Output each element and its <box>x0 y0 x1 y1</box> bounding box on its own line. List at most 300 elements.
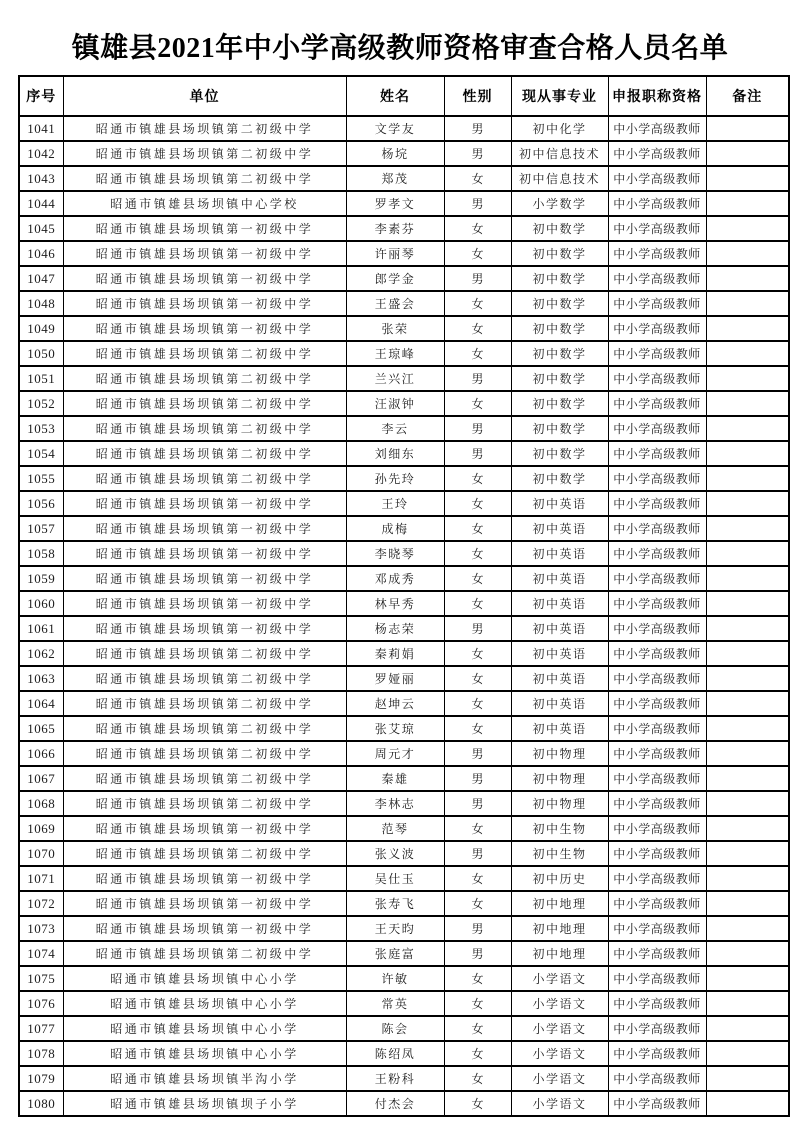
cell-unit: 昭通市镇雄县场坝镇第二初级中学 <box>63 666 346 691</box>
table-row <box>19 766 789 791</box>
cell-remark <box>706 716 789 741</box>
cell-qualification: 中小学高级教师 <box>608 716 706 741</box>
table-row <box>19 516 789 541</box>
cell-gender: 男 <box>444 141 511 166</box>
qualified-personnel-table <box>18 75 790 1117</box>
cell-name: 李素芬 <box>346 216 444 241</box>
cell-qualification: 中小学高级教师 <box>608 741 706 766</box>
cell-name: 杨志荣 <box>346 616 444 641</box>
cell-subject: 初中数学 <box>511 316 608 341</box>
table-row <box>19 216 789 241</box>
cell-serial: 1063 <box>19 666 63 691</box>
cell-unit: 昭通市镇雄县场坝镇第二初级中学 <box>63 716 346 741</box>
cell-unit: 昭通市镇雄县场坝镇第二初级中学 <box>63 941 346 966</box>
cell-unit: 昭通市镇雄县场坝镇第一初级中学 <box>63 266 346 291</box>
cell-unit: 昭通市镇雄县场坝镇半沟小学 <box>63 1066 346 1091</box>
table-row <box>19 116 789 141</box>
table-row <box>19 916 789 941</box>
table-row <box>19 166 789 191</box>
cell-remark <box>706 816 789 841</box>
cell-remark <box>706 391 789 416</box>
cell-remark <box>706 541 789 566</box>
cell-subject: 初中信息技术 <box>511 166 608 191</box>
cell-remark <box>706 941 789 966</box>
cell-serial: 1061 <box>19 616 63 641</box>
cell-remark <box>706 741 789 766</box>
cell-subject: 小学语文 <box>511 991 608 1016</box>
cell-unit: 昭通市镇雄县场坝镇第一初级中学 <box>63 291 346 316</box>
cell-remark <box>706 291 789 316</box>
cell-subject: 初中数学 <box>511 341 608 366</box>
cell-subject: 初中英语 <box>511 716 608 741</box>
table-row <box>19 241 789 266</box>
table-row <box>19 991 789 1016</box>
cell-serial: 1044 <box>19 191 63 216</box>
cell-qualification: 中小学高级教师 <box>608 366 706 391</box>
cell-qualification: 中小学高级教师 <box>608 466 706 491</box>
table-row <box>19 891 789 916</box>
cell-serial: 1062 <box>19 641 63 666</box>
table-row <box>19 391 789 416</box>
cell-gender: 男 <box>444 266 511 291</box>
cell-remark <box>706 966 789 991</box>
cell-gender: 女 <box>444 541 511 566</box>
cell-serial: 1043 <box>19 166 63 191</box>
cell-serial: 1054 <box>19 441 63 466</box>
cell-qualification: 中小学高级教师 <box>608 916 706 941</box>
cell-remark <box>706 116 789 141</box>
cell-gender: 女 <box>444 716 511 741</box>
cell-remark <box>706 141 789 166</box>
cell-qualification: 中小学高级教师 <box>608 1091 706 1116</box>
cell-gender: 男 <box>444 791 511 816</box>
cell-unit: 昭通市镇雄县场坝镇第一初级中学 <box>63 616 346 641</box>
cell-qualification: 中小学高级教师 <box>608 941 706 966</box>
cell-unit: 昭通市镇雄县场坝镇第二初级中学 <box>63 416 346 441</box>
cell-name: 罗娅丽 <box>346 666 444 691</box>
cell-gender: 女 <box>444 516 511 541</box>
cell-name: 陈会 <box>346 1016 444 1041</box>
cell-remark <box>706 641 789 666</box>
cell-remark <box>706 616 789 641</box>
table-row <box>19 791 789 816</box>
cell-unit: 昭通市镇雄县场坝镇第一初级中学 <box>63 891 346 916</box>
cell-name: 杨垸 <box>346 141 444 166</box>
cell-qualification: 中小学高级教师 <box>608 866 706 891</box>
cell-remark <box>706 691 789 716</box>
cell-name: 王天昀 <box>346 916 444 941</box>
cell-unit: 昭通市镇雄县场坝镇第一初级中学 <box>63 591 346 616</box>
table-row <box>19 741 789 766</box>
page-title: 镇雄县2021年中小学高级教师资格审查合格人员名单 <box>71 33 729 64</box>
cell-remark <box>706 366 789 391</box>
cell-unit: 昭通市镇雄县场坝镇第二初级中学 <box>63 116 346 141</box>
table-row <box>19 1041 789 1066</box>
cell-serial: 1069 <box>19 816 63 841</box>
cell-name: 张荣 <box>346 316 444 341</box>
cell-name: 秦雄 <box>346 766 444 791</box>
cell-qualification: 中小学高级教师 <box>608 166 706 191</box>
cell-subject: 初中数学 <box>511 366 608 391</box>
cell-name: 付杰会 <box>346 1091 444 1116</box>
cell-remark <box>706 791 789 816</box>
cell-serial: 1066 <box>19 741 63 766</box>
cell-subject: 初中物理 <box>511 791 608 816</box>
cell-qualification: 中小学高级教师 <box>608 966 706 991</box>
cell-gender: 女 <box>444 666 511 691</box>
cell-qualification: 中小学高级教师 <box>608 1066 706 1091</box>
cell-unit: 昭通市镇雄县场坝镇第二初级中学 <box>63 766 346 791</box>
cell-qualification: 中小学高级教师 <box>608 216 706 241</box>
cell-unit: 昭通市镇雄县场坝镇第一初级中学 <box>63 516 346 541</box>
cell-qualification: 中小学高级教师 <box>608 241 706 266</box>
cell-remark <box>706 666 789 691</box>
cell-qualification: 中小学高级教师 <box>608 541 706 566</box>
cell-name: 陈绍凤 <box>346 1041 444 1066</box>
cell-name: 孙先玲 <box>346 466 444 491</box>
table-body <box>19 116 789 1116</box>
cell-unit: 昭通市镇雄县场坝镇第二初级中学 <box>63 691 346 716</box>
cell-unit: 昭通市镇雄县场坝镇第一初级中学 <box>63 816 346 841</box>
cell-serial: 1080 <box>19 1091 63 1116</box>
cell-subject: 初中英语 <box>511 666 608 691</box>
cell-gender: 女 <box>444 316 511 341</box>
cell-unit: 昭通市镇雄县场坝镇第一初级中学 <box>63 216 346 241</box>
cell-unit: 昭通市镇雄县场坝镇中心小学 <box>63 991 346 1016</box>
cell-gender: 女 <box>444 1016 511 1041</box>
cell-name: 李云 <box>346 416 444 441</box>
cell-unit: 昭通市镇雄县场坝镇第二初级中学 <box>63 391 346 416</box>
cell-serial: 1068 <box>19 791 63 816</box>
cell-serial: 1074 <box>19 941 63 966</box>
table-row <box>19 141 789 166</box>
table-row <box>19 416 789 441</box>
cell-name: 赵坤云 <box>346 691 444 716</box>
cell-remark <box>706 466 789 491</box>
cell-unit: 昭通市镇雄县场坝镇第一初级中学 <box>63 566 346 591</box>
table-header-row <box>19 76 789 116</box>
cell-subject: 初中物理 <box>511 741 608 766</box>
cell-qualification: 中小学高级教师 <box>608 391 706 416</box>
cell-name: 林早秀 <box>346 591 444 616</box>
cell-serial: 1065 <box>19 716 63 741</box>
cell-unit: 昭通市镇雄县场坝镇第一初级中学 <box>63 316 346 341</box>
cell-qualification: 中小学高级教师 <box>608 991 706 1016</box>
cell-qualification: 中小学高级教师 <box>608 1016 706 1041</box>
cell-unit: 昭通市镇雄县场坝镇第一初级中学 <box>63 866 346 891</box>
table-row <box>19 816 789 841</box>
cell-name: 王琼峰 <box>346 341 444 366</box>
cell-serial: 1047 <box>19 266 63 291</box>
cell-qualification: 中小学高级教师 <box>608 1041 706 1066</box>
cell-serial: 1057 <box>19 516 63 541</box>
cell-serial: 1056 <box>19 491 63 516</box>
cell-serial: 1046 <box>19 241 63 266</box>
cell-remark <box>706 216 789 241</box>
cell-subject: 小学语文 <box>511 1016 608 1041</box>
cell-gender: 男 <box>444 741 511 766</box>
cell-gender: 女 <box>444 891 511 916</box>
cell-qualification: 中小学高级教师 <box>608 416 706 441</box>
cell-subject: 初中数学 <box>511 466 608 491</box>
cell-subject: 初中数学 <box>511 216 608 241</box>
cell-subject: 初中英语 <box>511 691 608 716</box>
cell-subject: 初中英语 <box>511 566 608 591</box>
cell-subject: 初中英语 <box>511 516 608 541</box>
cell-remark <box>706 166 789 191</box>
cell-qualification: 中小学高级教师 <box>608 641 706 666</box>
cell-name: 范琴 <box>346 816 444 841</box>
table-row <box>19 866 789 891</box>
cell-serial: 1072 <box>19 891 63 916</box>
cell-subject: 初中数学 <box>511 291 608 316</box>
column-header-gender: 性别 <box>444 76 511 116</box>
cell-gender: 男 <box>444 616 511 641</box>
cell-gender: 女 <box>444 1041 511 1066</box>
cell-qualification: 中小学高级教师 <box>608 291 706 316</box>
cell-remark <box>706 991 789 1016</box>
cell-serial: 1064 <box>19 691 63 716</box>
cell-qualification: 中小学高级教师 <box>608 141 706 166</box>
table-row <box>19 491 789 516</box>
cell-gender: 男 <box>444 191 511 216</box>
cell-unit: 昭通市镇雄县场坝镇坝子小学 <box>63 1091 346 1116</box>
cell-gender: 男 <box>444 841 511 866</box>
cell-subject: 初中英语 <box>511 641 608 666</box>
cell-subject: 小学语文 <box>511 966 608 991</box>
cell-gender: 女 <box>444 1091 511 1116</box>
cell-subject: 小学语文 <box>511 1066 608 1091</box>
cell-serial: 1055 <box>19 466 63 491</box>
cell-serial: 1079 <box>19 1066 63 1091</box>
cell-remark <box>706 516 789 541</box>
cell-gender: 男 <box>444 366 511 391</box>
cell-subject: 初中数学 <box>511 416 608 441</box>
cell-qualification: 中小学高级教师 <box>608 341 706 366</box>
cell-subject: 初中历史 <box>511 866 608 891</box>
cell-unit: 昭通市镇雄县场坝镇第二初级中学 <box>63 841 346 866</box>
cell-name: 成梅 <box>346 516 444 541</box>
cell-gender: 女 <box>444 966 511 991</box>
cell-name: 张艾琼 <box>346 716 444 741</box>
table-row <box>19 191 789 216</box>
cell-qualification: 中小学高级教师 <box>608 766 706 791</box>
cell-remark <box>706 1091 789 1116</box>
table-row <box>19 316 789 341</box>
cell-gender: 女 <box>444 641 511 666</box>
cell-subject: 初中地理 <box>511 916 608 941</box>
cell-remark <box>706 916 789 941</box>
cell-gender: 女 <box>444 691 511 716</box>
cell-gender: 男 <box>444 416 511 441</box>
cell-subject: 初中地理 <box>511 941 608 966</box>
column-header-qualification: 申报职称资格 <box>608 76 706 116</box>
cell-unit: 昭通市镇雄县场坝镇第一初级中学 <box>63 916 346 941</box>
cell-remark <box>706 241 789 266</box>
cell-remark <box>706 591 789 616</box>
cell-subject: 初中生物 <box>511 816 608 841</box>
cell-remark <box>706 341 789 366</box>
cell-qualification: 中小学高级教师 <box>608 116 706 141</box>
cell-gender: 女 <box>444 491 511 516</box>
cell-gender: 男 <box>444 441 511 466</box>
cell-qualification: 中小学高级教师 <box>608 441 706 466</box>
cell-serial: 1078 <box>19 1041 63 1066</box>
table-row <box>19 441 789 466</box>
cell-name: 王玲 <box>346 491 444 516</box>
cell-serial: 1052 <box>19 391 63 416</box>
cell-name: 罗孝文 <box>346 191 444 216</box>
cell-unit: 昭通市镇雄县场坝镇第二初级中学 <box>63 791 346 816</box>
cell-name: 刘细东 <box>346 441 444 466</box>
cell-remark <box>706 441 789 466</box>
cell-unit: 昭通市镇雄县场坝镇第一初级中学 <box>63 241 346 266</box>
cell-serial: 1041 <box>19 116 63 141</box>
cell-unit: 昭通市镇雄县场坝镇第二初级中学 <box>63 441 346 466</box>
cell-serial: 1049 <box>19 316 63 341</box>
column-header-serial: 序号 <box>19 76 63 116</box>
cell-subject: 初中数学 <box>511 241 608 266</box>
cell-name: 许丽琴 <box>346 241 444 266</box>
cell-name: 汪淑钟 <box>346 391 444 416</box>
cell-name: 周元才 <box>346 741 444 766</box>
cell-name: 许敏 <box>346 966 444 991</box>
cell-qualification: 中小学高级教师 <box>608 591 706 616</box>
cell-unit: 昭通市镇雄县场坝镇第二初级中学 <box>63 341 346 366</box>
cell-remark <box>706 841 789 866</box>
column-header-subject: 现从事专业 <box>511 76 608 116</box>
cell-serial: 1077 <box>19 1016 63 1041</box>
cell-unit: 昭通市镇雄县场坝镇中心小学 <box>63 1041 346 1066</box>
cell-remark <box>706 266 789 291</box>
cell-subject: 初中生物 <box>511 841 608 866</box>
cell-subject: 初中英语 <box>511 491 608 516</box>
cell-unit: 昭通市镇雄县场坝镇中心小学 <box>63 966 346 991</box>
cell-unit: 昭通市镇雄县场坝镇第二初级中学 <box>63 366 346 391</box>
cell-gender: 女 <box>444 816 511 841</box>
cell-name: 张庭富 <box>346 941 444 966</box>
cell-name: 常英 <box>346 991 444 1016</box>
cell-remark <box>706 416 789 441</box>
cell-remark <box>706 191 789 216</box>
cell-serial: 1060 <box>19 591 63 616</box>
cell-name: 王盛会 <box>346 291 444 316</box>
cell-gender: 女 <box>444 216 511 241</box>
cell-qualification: 中小学高级教师 <box>608 266 706 291</box>
cell-serial: 1042 <box>19 141 63 166</box>
cell-subject: 初中英语 <box>511 541 608 566</box>
cell-serial: 1073 <box>19 916 63 941</box>
cell-serial: 1053 <box>19 416 63 441</box>
cell-gender: 女 <box>444 1066 511 1091</box>
table-row <box>19 716 789 741</box>
table-row <box>19 616 789 641</box>
column-header-name: 姓名 <box>346 76 444 116</box>
cell-gender: 女 <box>444 591 511 616</box>
cell-subject: 初中地理 <box>511 891 608 916</box>
cell-unit: 昭通市镇雄县场坝镇第一初级中学 <box>63 491 346 516</box>
table-row <box>19 941 789 966</box>
cell-gender: 女 <box>444 391 511 416</box>
cell-subject: 小学语文 <box>511 1041 608 1066</box>
cell-serial: 1050 <box>19 341 63 366</box>
cell-serial: 1076 <box>19 991 63 1016</box>
cell-qualification: 中小学高级教师 <box>608 316 706 341</box>
cell-remark <box>706 1041 789 1066</box>
cell-unit: 昭通市镇雄县场坝镇第一初级中学 <box>63 541 346 566</box>
cell-remark <box>706 491 789 516</box>
cell-name: 郎学金 <box>346 266 444 291</box>
cell-qualification: 中小学高级教师 <box>608 491 706 516</box>
table-row <box>19 666 789 691</box>
table-row <box>19 691 789 716</box>
cell-unit: 昭通市镇雄县场坝镇第二初级中学 <box>63 641 346 666</box>
cell-name: 邓成秀 <box>346 566 444 591</box>
cell-subject: 小学数学 <box>511 191 608 216</box>
cell-serial: 1070 <box>19 841 63 866</box>
cell-unit: 昭通市镇雄县场坝镇第二初级中学 <box>63 466 346 491</box>
table-row <box>19 1016 789 1041</box>
cell-name: 李林志 <box>346 791 444 816</box>
table-row <box>19 366 789 391</box>
cell-name: 文学友 <box>346 116 444 141</box>
cell-unit: 昭通市镇雄县场坝镇第二初级中学 <box>63 141 346 166</box>
table-row <box>19 341 789 366</box>
cell-serial: 1071 <box>19 866 63 891</box>
cell-qualification: 中小学高级教师 <box>608 616 706 641</box>
cell-qualification: 中小学高级教师 <box>608 841 706 866</box>
cell-name: 兰兴江 <box>346 366 444 391</box>
table-row <box>19 966 789 991</box>
cell-subject: 初中数学 <box>511 266 608 291</box>
column-header-unit: 单位 <box>63 76 346 116</box>
cell-serial: 1067 <box>19 766 63 791</box>
cell-gender: 女 <box>444 466 511 491</box>
cell-remark <box>706 1016 789 1041</box>
table-row <box>19 1091 789 1116</box>
table-row <box>19 566 789 591</box>
cell-name: 郑茂 <box>346 166 444 191</box>
table-row <box>19 1066 789 1091</box>
cell-qualification: 中小学高级教师 <box>608 516 706 541</box>
cell-name: 秦莉娟 <box>346 641 444 666</box>
cell-unit: 昭通市镇雄县场坝镇第二初级中学 <box>63 741 346 766</box>
cell-gender: 男 <box>444 916 511 941</box>
cell-qualification: 中小学高级教师 <box>608 791 706 816</box>
cell-serial: 1051 <box>19 366 63 391</box>
cell-gender: 女 <box>444 341 511 366</box>
cell-remark <box>706 1066 789 1091</box>
cell-qualification: 中小学高级教师 <box>608 891 706 916</box>
table-row <box>19 291 789 316</box>
cell-unit: 昭通市镇雄县场坝镇第二初级中学 <box>63 166 346 191</box>
table-row <box>19 266 789 291</box>
cell-serial: 1048 <box>19 291 63 316</box>
cell-qualification: 中小学高级教师 <box>608 191 706 216</box>
column-header-remark: 备注 <box>706 76 789 116</box>
cell-qualification: 中小学高级教师 <box>608 566 706 591</box>
cell-gender: 男 <box>444 116 511 141</box>
table-row <box>19 466 789 491</box>
cell-serial: 1075 <box>19 966 63 991</box>
cell-subject: 初中英语 <box>511 616 608 641</box>
cell-remark <box>706 766 789 791</box>
cell-subject: 初中数学 <box>511 441 608 466</box>
cell-unit: 昭通市镇雄县场坝镇中心小学 <box>63 1016 346 1041</box>
cell-name: 张义波 <box>346 841 444 866</box>
table-row <box>19 541 789 566</box>
cell-subject: 初中化学 <box>511 116 608 141</box>
